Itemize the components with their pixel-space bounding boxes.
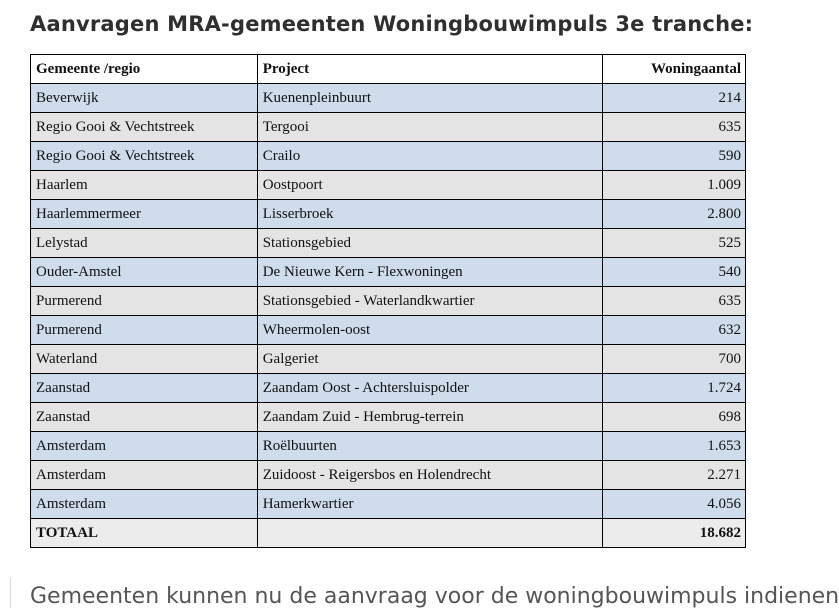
page-title: Aanvragen MRA-gemeenten Woningbouwimpuls 3e tranche: [30,12,754,36]
header-gemeente: Gemeente /regio [31,55,258,84]
cell-gemeente: Amsterdam [31,432,258,461]
table-row [31,171,746,200]
cell-woningaantal: 525 [603,229,746,258]
cell-project: Zaandam Oost - Achtersluispolder [257,374,602,403]
cell-woningaantal: 4.056 [603,490,746,519]
cell-woningaantal: 635 [603,113,746,142]
table-row [31,287,746,316]
cell-project: Kuenenpleinbuurt [257,84,602,113]
cell-project: Wheermolen-oost [257,316,602,345]
next-paragraph-cut [30,580,839,609]
cell-woningaantal: 214 [603,84,746,113]
cell-gemeente: Zaanstad [31,403,258,432]
cell-project: Stationsgebied - Waterlandkwartier [257,287,602,316]
cell-project: Zuidoost - Reigersbos en Holendrecht [257,461,602,490]
cell-woningaantal: 1.653 [603,432,746,461]
cell-project: Roëlbuurten [257,432,602,461]
cell-project: Zaandam Zuid - Hembrug-terrein [257,403,602,432]
cell-project: De Nieuwe Kern - Flexwoningen [257,258,602,287]
table-row [31,461,746,490]
cell-gemeente: Amsterdam [31,490,258,519]
cell-woningaantal: 698 [603,403,746,432]
cell-gemeente: Lelystad [31,229,258,258]
cell-project: Oostpoort [257,171,602,200]
cell-project: Tergooi [257,113,602,142]
next-paragraph-text: Gemeenten kunnen nu de aanvraag voor de woningbouwimpuls indienen [30,584,839,609]
cell-gemeente: Waterland [31,345,258,374]
table-row [31,345,746,374]
cell-gemeente: Purmerend [31,287,258,316]
table-row [31,84,746,113]
total-value: 18.682 [603,519,746,548]
cell-gemeente: Regio Gooi & Vechtstreek [31,142,258,171]
header-project: Project [257,55,602,84]
cell-woningaantal: 590 [603,142,746,171]
total-project [257,519,602,548]
table-row [31,113,746,142]
cell-project: Galgeriet [257,345,602,374]
cell-project: Crailo [257,142,602,171]
total-row [31,519,746,548]
table-row [31,200,746,229]
cell-project: Hamerkwartier [257,490,602,519]
cell-gemeente: Beverwijk [31,84,258,113]
table-row [31,229,746,258]
housing-applications-table [30,54,746,548]
table-row [31,258,746,287]
cell-gemeente: Zaanstad [31,374,258,403]
cell-woningaantal: 1.009 [603,171,746,200]
cell-woningaantal: 1.724 [603,374,746,403]
cell-gemeente: Regio Gooi & Vechtstreek [31,113,258,142]
table-row [31,374,746,403]
cell-gemeente: Haarlem [31,171,258,200]
cell-woningaantal: 632 [603,316,746,345]
content-left-rule [10,578,11,608]
cell-gemeente: Ouder-Amstel [31,258,258,287]
table-row [31,403,746,432]
cell-woningaantal: 700 [603,345,746,374]
table-row [31,490,746,519]
cell-gemeente: Purmerend [31,316,258,345]
cell-woningaantal: 2.800 [603,200,746,229]
table-row [31,432,746,461]
table-row [31,142,746,171]
cell-gemeente: Amsterdam [31,461,258,490]
table-header-row [31,55,746,84]
cell-woningaantal: 2.271 [603,461,746,490]
header-woningaantal: Woningaantal [603,55,746,84]
table-row [31,316,746,345]
cell-project: Stationsgebied [257,229,602,258]
cell-gemeente: Haarlemmermeer [31,200,258,229]
cell-woningaantal: 540 [603,258,746,287]
total-label: TOTAAL [31,519,258,548]
cell-woningaantal: 635 [603,287,746,316]
cell-project: Lisserbroek [257,200,602,229]
